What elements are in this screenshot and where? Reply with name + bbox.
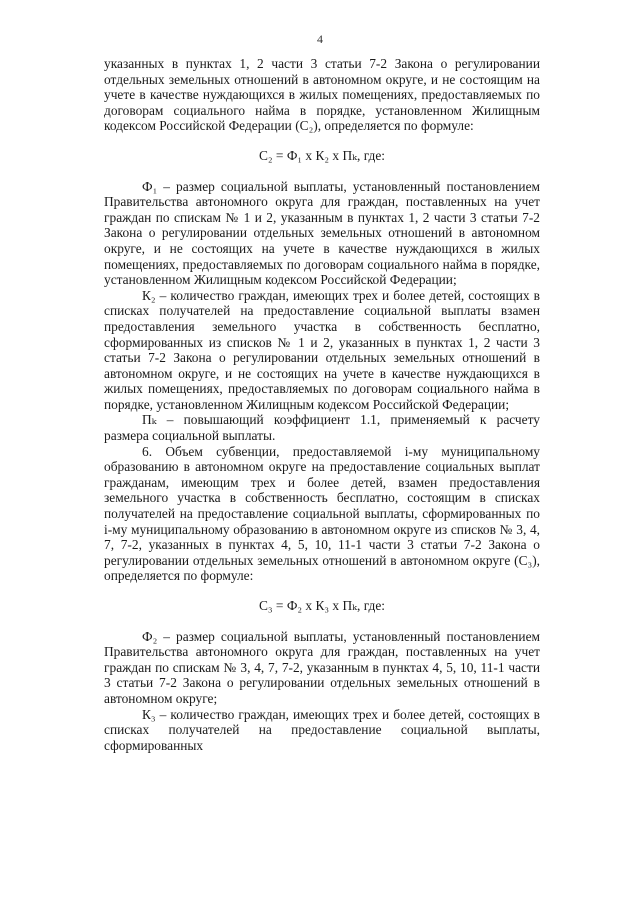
paragraph-c2-definition: указанных в пунктах 1, 2 части 3 статьи 7-2 Закона о регулировании отдельных земельных отношений в автономном округе, и не состоящим на учете в качестве нуждающихся в жилых помещениях, предоставляемых по договорам социального найма в порядке, установленном Жилищным кодексом Российской Федерации (С₂), определяется по формуле: bbox=[104, 56, 540, 134]
document-body bbox=[104, 56, 540, 753]
paragraph-pk-definition: Пₖ – повышающий коэффициент 1.1, применяемый к расчету размера социальной выплаты. bbox=[104, 412, 540, 444]
formula-c3: С₃ = Ф₂ х К₃ х Пₖ, где: bbox=[258, 598, 386, 613]
paragraph-f2-definition: Ф₂ – размер социальной выплаты, установленный постановлением Правительства автономного округа для граждан, поставленных на учет граждан по спискам № 3, 4, 7, 7-2, указанным в пунктах 4, 5, 10, 11-1 части 3 статьи 7-2 Закона о регулировании отдельных земельных отношений в автономном округе; bbox=[104, 628, 540, 706]
paragraph-item-6: 6. Объем субвенции, предоставляемой i-му муниципальному образованию в автономном округе на предоставление социальных выплат гражданам, имеющим трех и более детей, взамен предоставления земельного участка в собственность бесплатно, состоящим в списках получателей на предоставление социальной выплаты, сформированных по i-му муниципальному образованию в автономном округе из списков № 3, 4, 7, 7-2, указанных в пунктах 4, 5, 10, 11-1 части 3 статьи 7-2 Закона о регулировании отдельных земельных отношений в автономном округе (С₃), определяется по формуле: bbox=[104, 443, 540, 584]
page-number: 4 bbox=[317, 32, 323, 46]
paragraph-k3-definition: К₃ – количество граждан, имеющих трех и более детей, состоящих в списках получателей на предоставление социальной выплаты, сформированных bbox=[104, 706, 540, 753]
formula-c2: С₂ = Ф₁ х К₂ х Пₖ, где: bbox=[258, 147, 386, 163]
paragraph-k2-definition: К₂ – количество граждан, имеющих трех и более детей, состоящих в списках получателей на предоставление социальной выплаты взамен предоставления земельного участка в собственность бесплатно, сформированных из списков № 1 и 2, указанных в пунктах 1, 2 части 3 статьи 7-2 Закона о регулировании отдельных земельных отношений в автономном округе, и не состоящих на учете в качестве нуждающихся в жилых помещениях, предоставляемых по договорам социального найма в порядке, установленном Жилищным кодексом Российской Федерации; bbox=[104, 287, 540, 412]
paragraph-f1-definition: Ф₁ – размер социальной выплаты, установленный постановлением Правительства автономного округа для граждан, поставленных на учет граждан по спискам № 1 и 2, указанным в пунктах 1, 2 части 3 статьи 7-2 Закона о регулировании отдельных земельных отношений в автономном округе, и не состоящих на учете в качестве нуждающихся в жилых помещениях, предоставляемых по договорам социального найма в порядке, установленном Жилищным кодексом Российской Федерации; bbox=[104, 178, 540, 288]
